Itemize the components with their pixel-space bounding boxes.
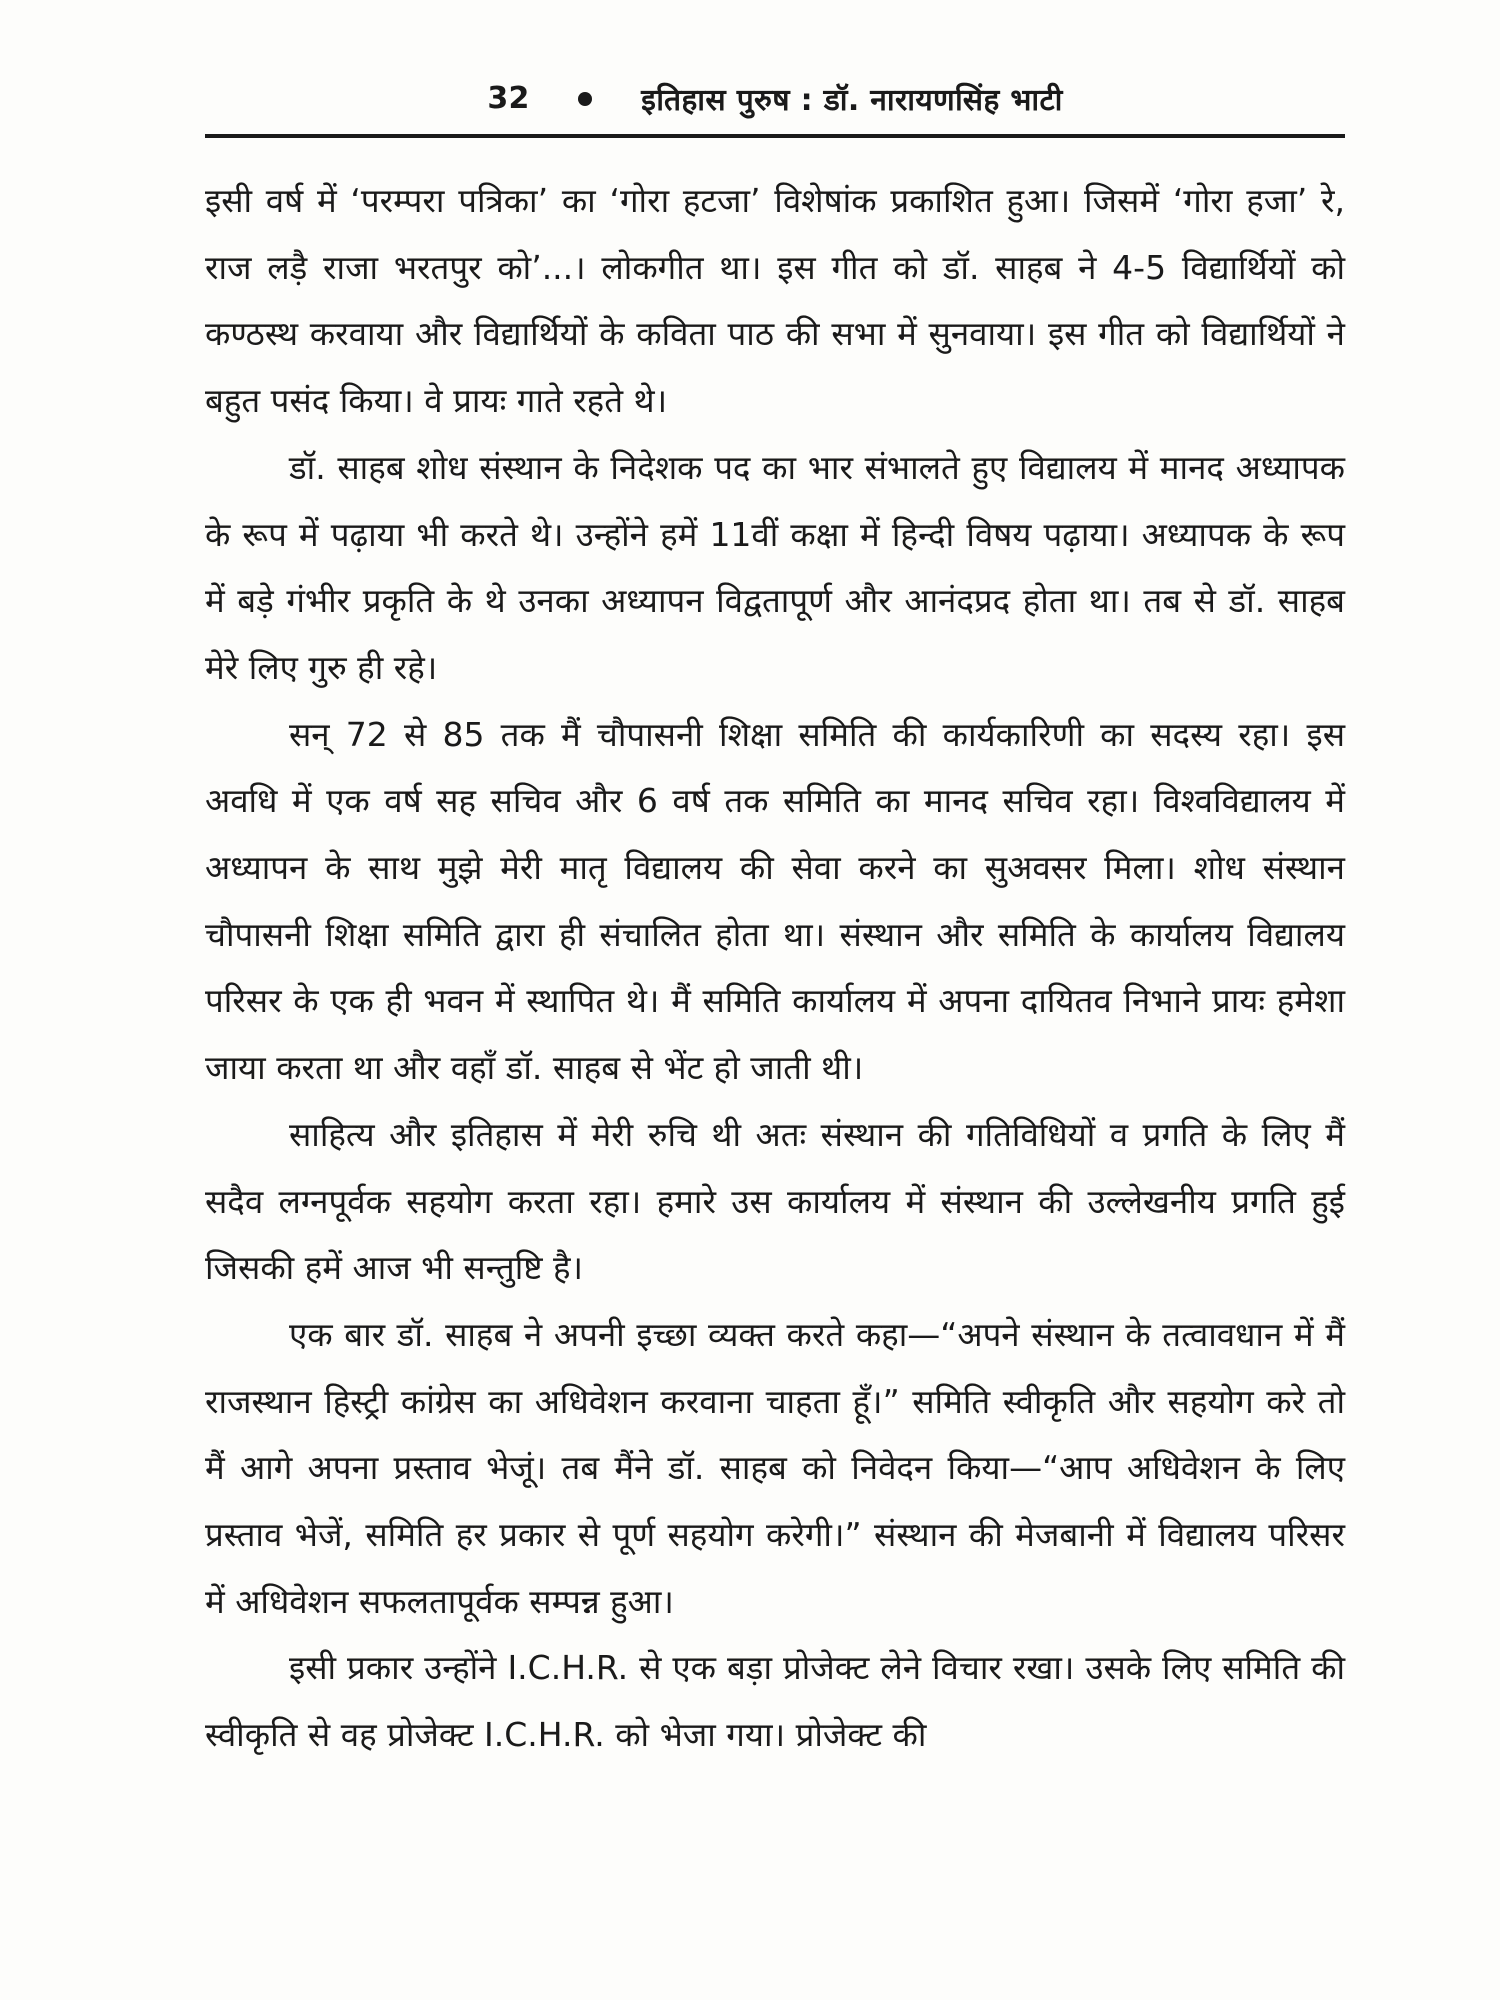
paragraph-3: सन् 72 से 85 तक मैं चौपासनी शिक्षा समिति की कार्यकारिणी का सदस्य रहा। इस अवधि में एक वर्ष सह सचिव और 6 वर्ष तक समिति का मानद सचिव रहा। विश्वविद्यालय में अध्यापन के साथ मुझे मेरी मातृ विद्यालय की सेवा करने का सुअवसर मिला। शोध संस्थान चौपासनी शिक्षा समिति द्वारा ही संचालित होता था। संस्थान और समिति के कार्यालय विद्यालय परिसर के एक ही भवन में स्थापित थे। मैं समिति कार्यालय में अपना दायितव निभाने प्रायः हमेशा जाया करता था और वहाँ डॉ. साहब से भेंट हो जाती थी। xyxy=(205,714,1345,1088)
paragraph-5: एक बार डॉ. साहब ने अपनी इच्छा व्यक्त करते कहा—“अपने संस्थान के तत्वावधान में मैं राजस्थान हिस्ट्री कांग्रेस का अधिवेशन करवाना चाहता हूँ।” समिति स्वीकृति और सहयोग करे तो मैं आगे अपना प्रस्ताव भेजूं। तब मैंने डॉ. साहब को निवेदन किया—“आप अधिवेशन के लिए प्रस्ताव भेजें, समिति हर प्रकार से पूर्ण सहयोग करेगी।” संस्थान की मेजबानी में विद्यालय परिसर में अधिवेशन सफलतापूर्वक सम्पन्न हुआ। xyxy=(205,1314,1345,1621)
book-title: इतिहास पुरुष : डॉ. नारायणसिंह भाटी xyxy=(641,83,1063,118)
page-number: 32 xyxy=(487,81,530,116)
body-text xyxy=(205,168,1345,1769)
header-rule xyxy=(205,134,1345,138)
paragraph-6: इसी प्रकार उन्होंने I.C.H.R. से एक बड़ा प्रोजेक्ट लेने विचार रखा। उसके लिए समिति की स्वीकृति से वह प्रोजेक्ट I.C.H.R. को भेजा गया। प्रोजेक्ट की xyxy=(205,1648,1345,1755)
paragraph-2: डॉ. साहब शोध संस्थान के निदेशक पद का भार संभालते हुए विद्यालय में मानद अध्यापक के रूप में पढ़ाया भी करते थे। उन्होंने हमें 11वीं कक्षा में हिन्दी विषय पढ़ाया। अध्यापक के रूप में बड़े गंभीर प्रकृति के थे उनका अध्यापन विद्वतापूर्ण और आनंदप्रद होता था। तब से डॉ. साहब मेरे लिए गुरु ही रहे। xyxy=(205,447,1345,687)
bullet-icon xyxy=(578,92,592,106)
paragraph-4: साहित्य और इतिहास में मेरी रुचि थी अतः संस्थान की गतिविधियों व प्रगति के लिए मैं सदैव लग्नपूर्वक सहयोग करता रहा। हमारे उस कार्यालय में संस्थान की उल्लेखनीय प्रगति हुई जिसकी हमें आज भी सन्तुष्टि है। xyxy=(205,1114,1345,1288)
running-header xyxy=(205,78,1345,130)
paragraph-1: इसी वर्ष में ‘परम्परा पत्रिका’ का ‘गोरा हटजा’ विशेषांक प्रकाशित हुआ। जिसमें ‘गोरा हजा’ रे, राज लड़ै राजा भरतपुर को’...। लोकगीत था। इस गीत को डॉ. साहब ने 4-5 विद्यार्थियों को कण्ठस्थ करवाया और विद्यार्थियों के कविता पाठ की सभा में सुनवाया। इस गीत को विद्यार्थियों ने बहुत पसंद किया। वे प्रायः गाते रहते थे। xyxy=(205,181,1345,421)
